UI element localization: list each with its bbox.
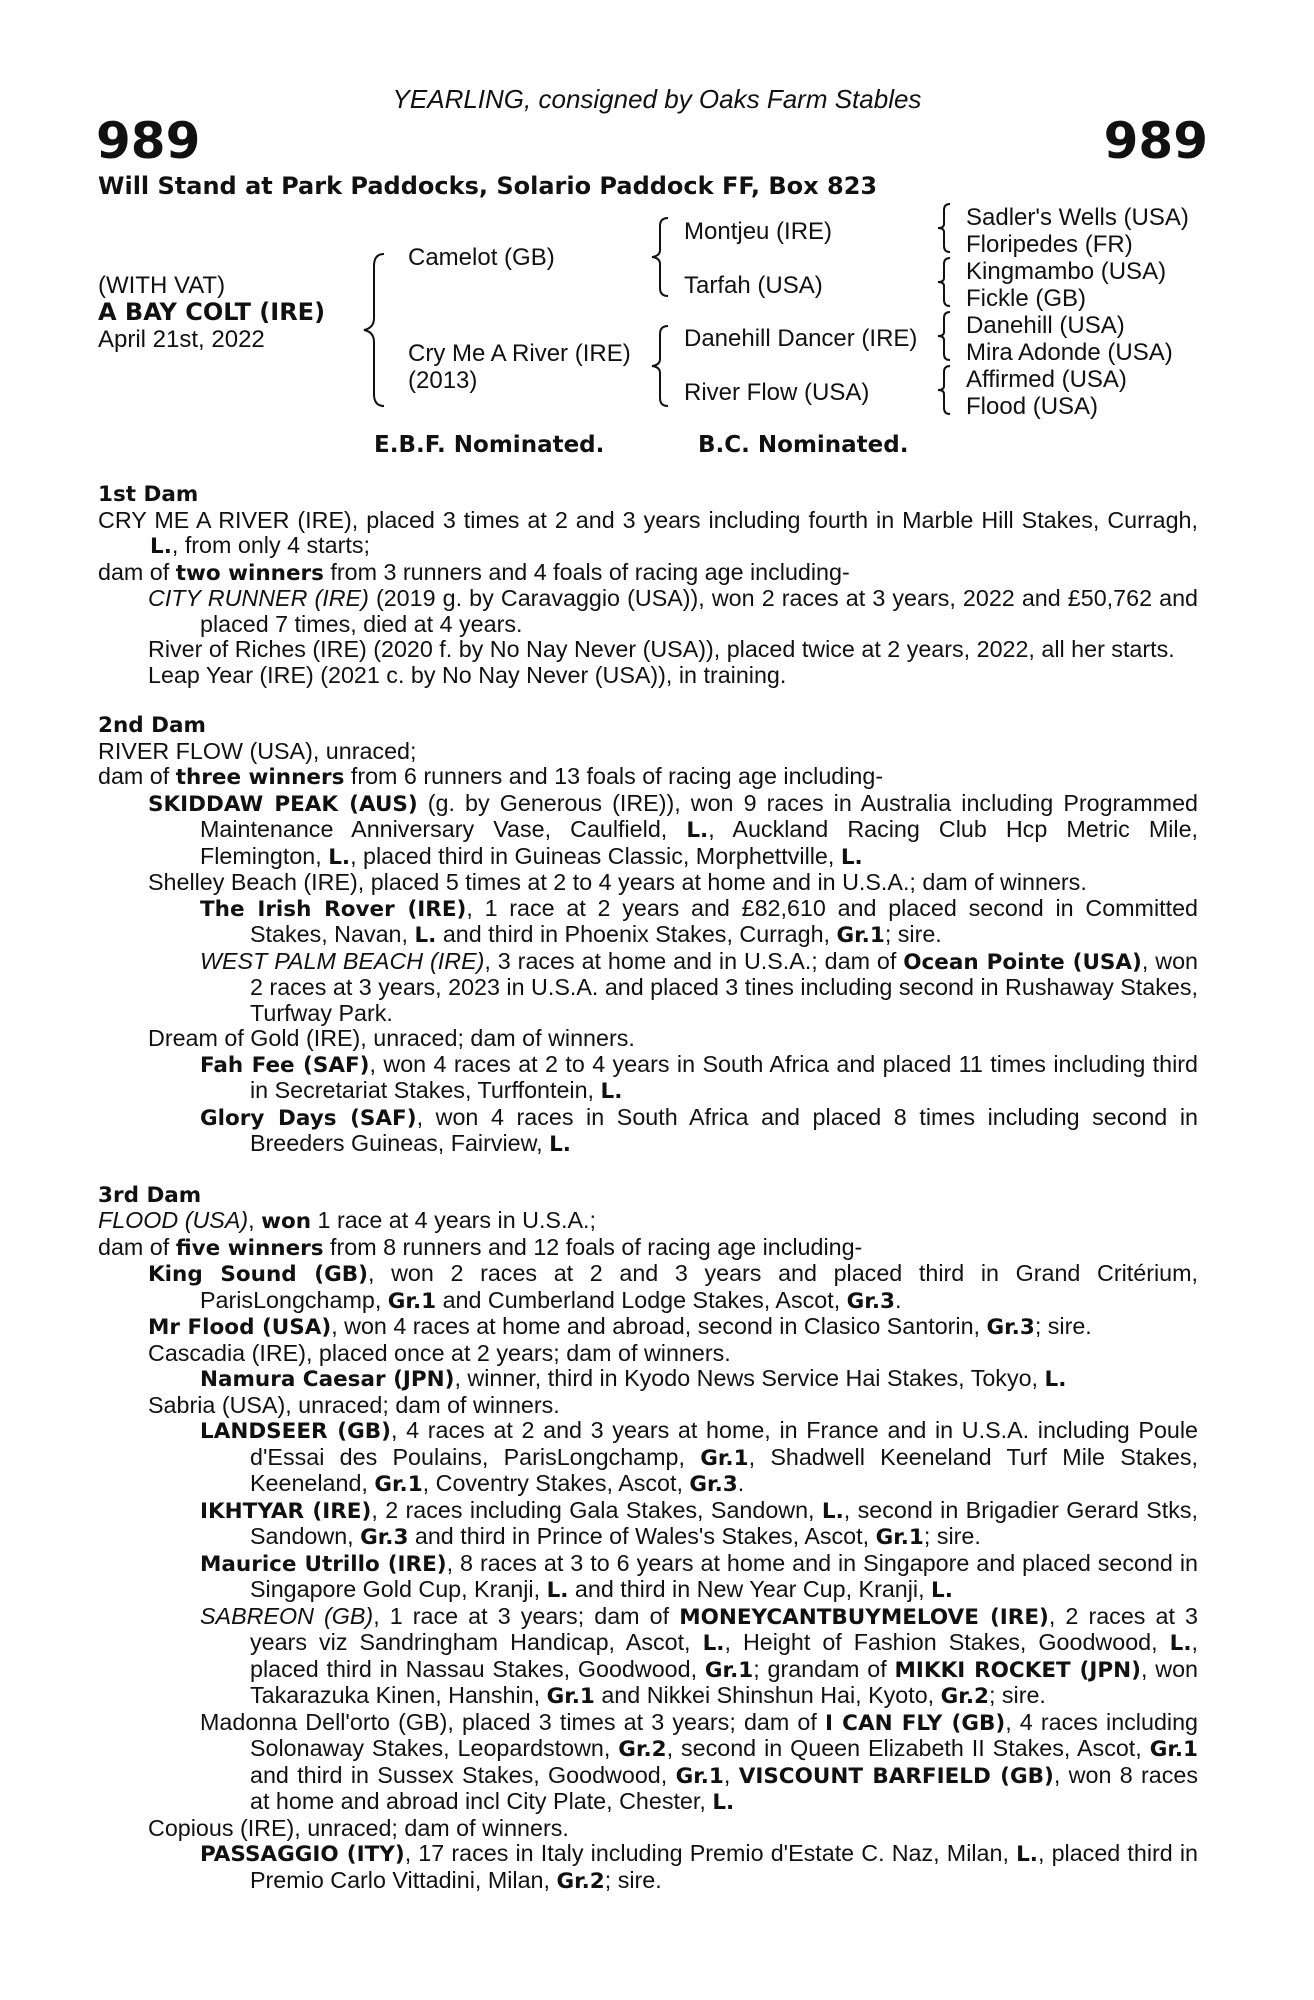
consignment-line: YEARLING, consigned by Oaks Farm Stables <box>392 84 922 114</box>
second-dam-produce-summary: dam of three winners from 6 runners and 13 foals of racing age including- <box>98 763 884 790</box>
third-dam-entry-sabria: Sabria (USA), unraced; dam of winners. <box>148 1391 560 1418</box>
second-dam-entry-fah-fee: Fah Fee (SAF), won 4 races at 2 to 4 years in South Africa and placed 11 times including third in Secretariat Stakes, Turffontein, L. <box>200 1050 1198 1104</box>
third-dam-produce-summary: dam of five winners from 8 runners and 12 foals of racing age including- <box>98 1233 863 1261</box>
second-dam-entry-glory-days: Glory Days (SAF), won 4 races in South Africa and placed 8 times including second in Breeders Guineas, Fairview, L. <box>200 1103 1198 1157</box>
pedigree-bracket-sire <box>648 214 674 300</box>
third-dam-entry-landseer: LANDSEER (GB), 4 races at 2 and 3 years at home, in France and in U.S.A. including Poule d'Essai des Poulains, ParisLongchamp, Gr.1, Shadwell Keeneland Turf Mile Stakes, Keeneland, Gr.1, Coventry Stakes, Ascot, Gr.3. <box>200 1417 1198 1497</box>
horse-dob: April 21st, 2022 <box>98 326 265 353</box>
second-dam-entry-skiddaw: SKIDDAW PEAK (AUS) (g. by Generous (IRE)), won 9 races in Australia including Programmed Maintenance Anniversary Vase, Caulfield, L., Auckland Racing Club Hcp Metric Mile, Flemington, L., placed third in Guineas Classic, Morphettville, L. <box>148 789 1199 870</box>
third-dam-entry-madonna: Madonna Dell'orto (GB), placed 3 times at 3 years; dam of I CAN FLY (GB), 4 races including Solonaway Stakes, Leopardstown, Gr.2, second in Queen Elizabeth II Stakes, Ascot, Gr.1 and third in Sussex Stakes, Goodwood, Gr.1, VISCOUNT BARFIELD (GB), won 8 races at home and abroad incl City Plate, Chester, L. <box>200 1708 1198 1815</box>
first-dam-description: CRY ME A RIVER (IRE), placed 3 times at 2 and 3 years including fourth in Marble Hill Stakes, Curragh, L., from only 4 starts; <box>98 506 1198 559</box>
lot-number-left: 989 <box>96 112 201 170</box>
vat-label: (WITH VAT) <box>98 272 226 299</box>
first-dam-produce-summary: dam of two winners from 3 runners and 4 foals of racing age including- <box>98 558 850 586</box>
bc-nominated: B.C. Nominated. <box>698 432 909 458</box>
third-dam-entry-copious: Copious (IRE), unraced; dam of winners. <box>148 1814 569 1841</box>
third-dam-entry-passaggio: PASSAGGIO (ITY), 17 races in Italy including Premio d'Estate C. Naz, Milan, L., placed third in Premio Carlo Vittadini, Milan, Gr.2; sire. <box>200 1840 1198 1894</box>
first-dam-foal-1: CITY RUNNER (IRE) (2019 g. by Caravaggio (USA)), won 2 races at 3 years, 2022 and £50,762 and placed 7 times, died at 4 years. <box>148 585 1198 637</box>
horse-name: A BAY COLT (IRE) <box>98 298 326 326</box>
ebf-nominated: E.B.F. Nominated. <box>374 432 605 458</box>
pedigree-ddd: Flood (USA) <box>966 393 1099 420</box>
second-dam-entry-irish-rover: The Irish Rover (IRE), 1 race at 2 years and £82,610 and placed second in Committed Stakes, Navan, L. and third in Phoenix Stakes, Curragh, Gr.1; sire. <box>200 894 1198 948</box>
catalogue-body <box>98 482 1198 1894</box>
third-dam-entry-namura: Namura Caesar (JPN), winner, third in Kyodo News Service Hai Stakes, Tokyo, L. <box>200 1365 1067 1392</box>
third-dam-entry-maurice: Maurice Utrillo (IRE), 8 races at 3 to 6 years at home and in Singapore and placed second in Singapore Gold Cup, Kranji, L. and third in New Year Cup, Kranji, L. <box>200 1549 1198 1603</box>
pedigree-dam: Cry Me A River (IRE) <box>408 340 631 367</box>
pedigree-sire: Camelot (GB) <box>408 244 555 271</box>
pedigree-dss: Danehill (USA) <box>966 312 1125 339</box>
pedigree-sss: Sadler's Wells (USA) <box>966 204 1189 231</box>
third-dam-entry-king-sound: King Sound (GB), won 2 races at 2 and 3 years and placed third in Grand Critérium, ParisLongchamp, Gr.1 and Cumberland Lodge Stakes, Ascot, Gr.3. <box>148 1260 1198 1314</box>
pedigree-bracket-ds <box>934 308 956 364</box>
pedigree-dsd: Mira Adonde (USA) <box>966 339 1173 366</box>
pedigree-dam-dam: River Flow (USA) <box>684 379 870 406</box>
third-dam-entry-mr-flood: Mr Flood (USA), won 4 races at home and abroad, second in Clasico Santorin, Gr.3; sire. <box>148 1313 1092 1340</box>
pedigree-sdd: Fickle (GB) <box>966 285 1086 312</box>
lot-number-right: 989 <box>1103 112 1208 170</box>
pedigree-dam-sire: Danehill Dancer (IRE) <box>684 325 918 352</box>
second-dam-heading: 2nd Dam <box>98 713 206 738</box>
pedigree-bracket-dd <box>934 362 956 418</box>
third-dam-entry-sabreon: SABREON (GB), 1 race at 3 years; dam of MONEYCANTBUYMELOVE (IRE), 2 races at 3 years viz Sandringham Handicap, Ascot, L., Height of Fashion Stakes, Goodwood, L., placed third in Nassau Stakes, Goodwood, Gr.1; grandam of MIKKI ROCKET (JPN), won Takarazuka Kinen, Hanshin, Gr.1 and Nikkei Shinshun Hai, Kyoto, Gr.2; sire. <box>200 1602 1198 1709</box>
second-dam-entry-west-palm: WEST PALM BEACH (IRE), 3 races at home and in U.S.A.; dam of Ocean Pointe (USA), won 2 races at 3 years, 2023 in U.S.A. and placed 3 tines including second in Rushaway Stakes, Turfway Park. <box>200 947 1199 1026</box>
pedigree-ssd: Floripedes (FR) <box>966 231 1133 258</box>
second-dam-entry-dream: Dream of Gold (IRE), unraced; dam of winners. <box>148 1025 635 1051</box>
pedigree-sire-sire: Montjeu (IRE) <box>684 218 833 245</box>
third-dam-description: FLOOD (USA), won 1 race at 4 years in U.S.A.; <box>98 1207 596 1234</box>
pedigree-dds: Affirmed (USA) <box>966 366 1127 393</box>
second-dam-description: RIVER FLOW (USA), unraced; <box>98 737 417 764</box>
third-dam-entry-cascadia: Cascadia (IRE), placed once at 2 years; dam of winners. <box>148 1339 731 1366</box>
first-dam-foal-3: Leap Year (IRE) (2021 c. by No Nay Never (USA)), in training. <box>148 661 787 688</box>
pedigree-bracket-ss <box>934 200 956 256</box>
pedigree-bracket-main <box>360 250 390 410</box>
second-dam-entry-shelley: Shelley Beach (IRE), placed 5 times at 2 to 4 years at home and in U.S.A.; dam of winners. <box>148 869 1087 895</box>
pedigree-sire-dam: Tarfah (USA) <box>684 272 823 299</box>
pedigree-bracket-dam <box>648 322 674 410</box>
pedigree-bracket-sd <box>934 254 956 310</box>
first-dam-heading: 1st Dam <box>98 482 199 507</box>
third-dam-entry-ikhtyar: IKHTYAR (IRE), 2 races including Gala Stakes, Sandown, L., second in Brigadier Gerard Stks, Sandown, Gr.3 and third in Prince of Wales's Stakes, Ascot, Gr.1; sire. <box>200 1496 1198 1550</box>
first-dam-foal-2: River of Riches (IRE) (2020 f. by No Nay Never (USA)), placed twice at 2 years, 2022, all her starts. <box>148 636 1175 662</box>
third-dam-heading: 3rd Dam <box>98 1182 202 1208</box>
pedigree-dam-year: (2013) <box>408 367 478 394</box>
pedigree-sds: Kingmambo (USA) <box>966 258 1167 285</box>
stand-location: Will Stand at Park Paddocks, Solario Paddock FF, Box 823 <box>98 172 878 200</box>
